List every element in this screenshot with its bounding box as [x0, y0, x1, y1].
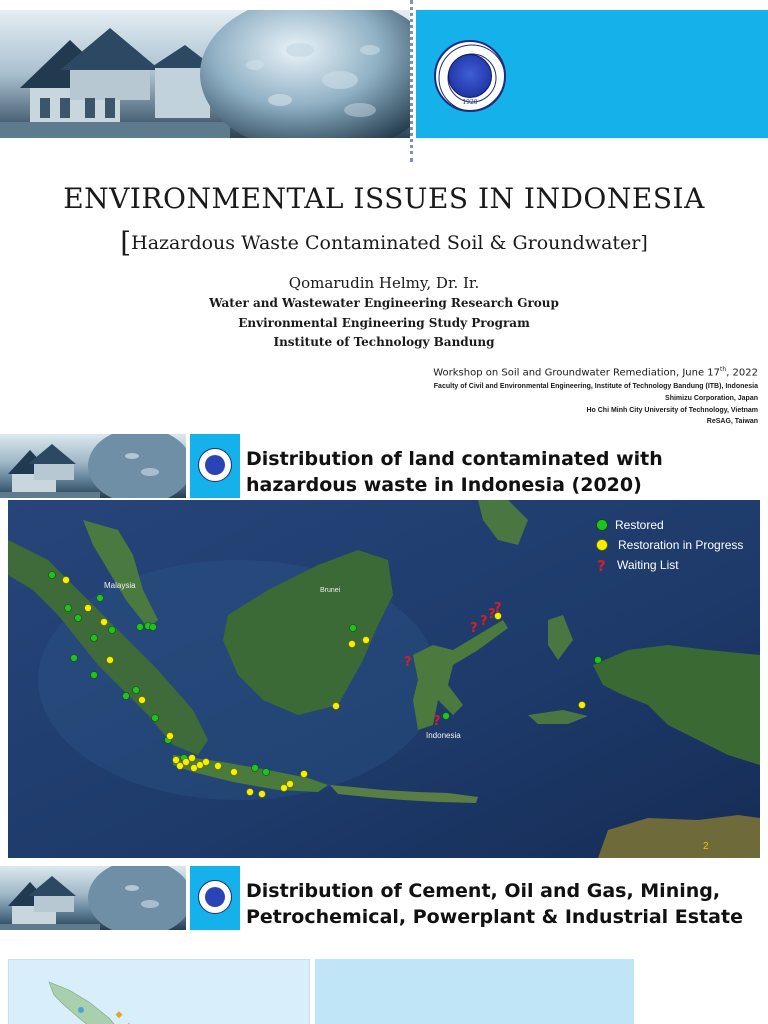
marker-waiting: ? — [480, 614, 488, 629]
subtitle-bracket: [ — [120, 226, 132, 259]
slide-subtitle — [0, 226, 768, 259]
affiliation-research-group: Water and Wastewater Engineering Research Group — [209, 296, 559, 310]
marker-restored — [75, 615, 82, 622]
marker-restored — [252, 765, 259, 772]
legend-in-progress-icon — [597, 540, 608, 551]
legend-waiting-icon: ? — [597, 557, 606, 575]
industry-map-left-svg — [9, 960, 310, 1024]
legend-restored-icon — [597, 520, 608, 531]
marker-in-progress — [301, 771, 308, 778]
legend-waiting-label: Waiting List — [617, 558, 679, 572]
marker-in-progress — [363, 637, 370, 644]
author-name: Qomarudin Helmy, Dr. Ir. — [288, 274, 480, 292]
marker-restored — [137, 624, 144, 631]
workshop-date-sup: th — [720, 366, 727, 373]
workshop-text: Workshop on Soil and Groundwater Remediation, June 17 — [433, 367, 721, 379]
slide-mini-banner — [0, 866, 240, 930]
logo-emblem — [205, 455, 225, 475]
marker-restored — [263, 769, 270, 776]
marker-in-progress — [259, 791, 266, 798]
legend-in-progress-label: Restoration in Progress — [618, 538, 744, 552]
industry-map-right — [315, 959, 634, 1024]
marker-restored — [350, 625, 357, 632]
marker-in-progress — [167, 733, 174, 740]
banner-dotted-divider — [410, 0, 416, 162]
title-slide — [0, 0, 768, 432]
subtitle-text: Hazardous Waste Contaminated Soil & Groundwater] — [131, 232, 648, 254]
marker-in-progress — [203, 759, 210, 766]
marker-in-progress — [101, 619, 108, 626]
marker-in-progress — [579, 702, 586, 709]
marker-in-progress — [183, 759, 190, 766]
marker-waiting: ? — [470, 621, 478, 636]
slide-title: ENVIRONMENTAL ISSUES IN INDONESIA — [63, 182, 705, 215]
marker-in-progress — [107, 657, 114, 664]
indonesia-contamination-map — [8, 500, 760, 858]
logo-year: 1920 — [462, 99, 478, 106]
organizer-itb: Faculty of Civil and Environmental Engineering, Institute of Technology Bandung (ITB), Indonesia — [433, 383, 758, 390]
marker-in-progress — [177, 763, 184, 770]
marker-in-progress — [85, 605, 92, 612]
contamination-map-slide — [0, 432, 768, 864]
mini-banner-photo — [0, 866, 186, 930]
banner-photo — [0, 10, 410, 138]
marker-restored — [133, 687, 140, 694]
marker-restored — [71, 655, 78, 662]
organizer-hcmut: Ho Chi Minh City University of Technology, Vietnam — [586, 407, 758, 414]
marker-restored — [65, 605, 72, 612]
marker-in-progress — [231, 769, 238, 776]
marker-in-progress — [63, 577, 70, 584]
slide-heading: Distribution of land contaminated with hazardous waste in Indonesia (2020) — [246, 448, 663, 496]
affiliation-study-program: Environmental Engineering Study Program — [238, 316, 530, 330]
marker-in-progress — [349, 641, 356, 648]
marker-in-progress — [333, 703, 340, 710]
mini-banner-illustration — [0, 866, 186, 930]
itb-logo — [434, 40, 506, 112]
marker-in-progress — [139, 697, 146, 704]
mini-banner-illustration — [0, 434, 186, 498]
marker-waiting: ? — [488, 607, 496, 622]
legend-restored-label: Restored — [615, 518, 664, 532]
industry-distribution-slide — [0, 864, 768, 1024]
workshop-year: , 2022 — [726, 367, 758, 379]
organizer-shimizu: Shimizu Corporation, Japan — [665, 395, 758, 402]
marker-restored — [150, 624, 157, 631]
page-number: 2 — [703, 841, 709, 852]
marker-in-progress — [215, 763, 222, 770]
marker-in-progress — [189, 755, 196, 762]
slide-mini-banner — [0, 434, 240, 498]
slide-heading: Distribution of Cement, Oil and Gas, Mining, Petrochemical, Powerplant & Industrial Estate — [246, 880, 743, 928]
marker-restored — [443, 713, 450, 720]
marker-restored — [91, 672, 98, 679]
organizer-resag: ReSAG, Taiwan — [706, 418, 758, 425]
marker-waiting: ? — [433, 714, 441, 729]
itb-logo-small — [198, 448, 232, 482]
marker-restored — [91, 635, 98, 642]
slide-banner — [0, 10, 768, 138]
industry-map-left — [8, 959, 310, 1024]
logo-emblem — [448, 54, 492, 98]
affiliation-institute: Institute of Technology Bandung — [273, 335, 495, 349]
itb-logo-small — [198, 880, 232, 914]
label-indonesia: Indonesia — [426, 731, 461, 740]
logo-emblem — [205, 887, 225, 907]
marker-in-progress — [247, 789, 254, 796]
mini-banner-photo — [0, 434, 186, 498]
map-svg — [8, 500, 760, 858]
label-brunei: Brunei — [320, 587, 341, 594]
industry-marker — [78, 1007, 84, 1013]
workshop-line — [433, 366, 758, 378]
marker-restored — [123, 693, 130, 700]
industry-marker — [115, 1011, 122, 1018]
marker-waiting: ? — [404, 655, 412, 670]
marker-restored — [595, 657, 602, 664]
marker-waiting: ? — [494, 601, 502, 616]
marker-in-progress — [287, 781, 294, 788]
marker-in-progress — [281, 785, 288, 792]
marker-restored — [49, 572, 56, 579]
marker-restored — [152, 715, 159, 722]
marker-in-progress — [173, 757, 180, 764]
marker-restored — [109, 627, 116, 634]
marker-restored — [97, 595, 104, 602]
label-malaysia: Malaysia — [104, 581, 136, 590]
banner-photo-illustration — [0, 10, 410, 138]
